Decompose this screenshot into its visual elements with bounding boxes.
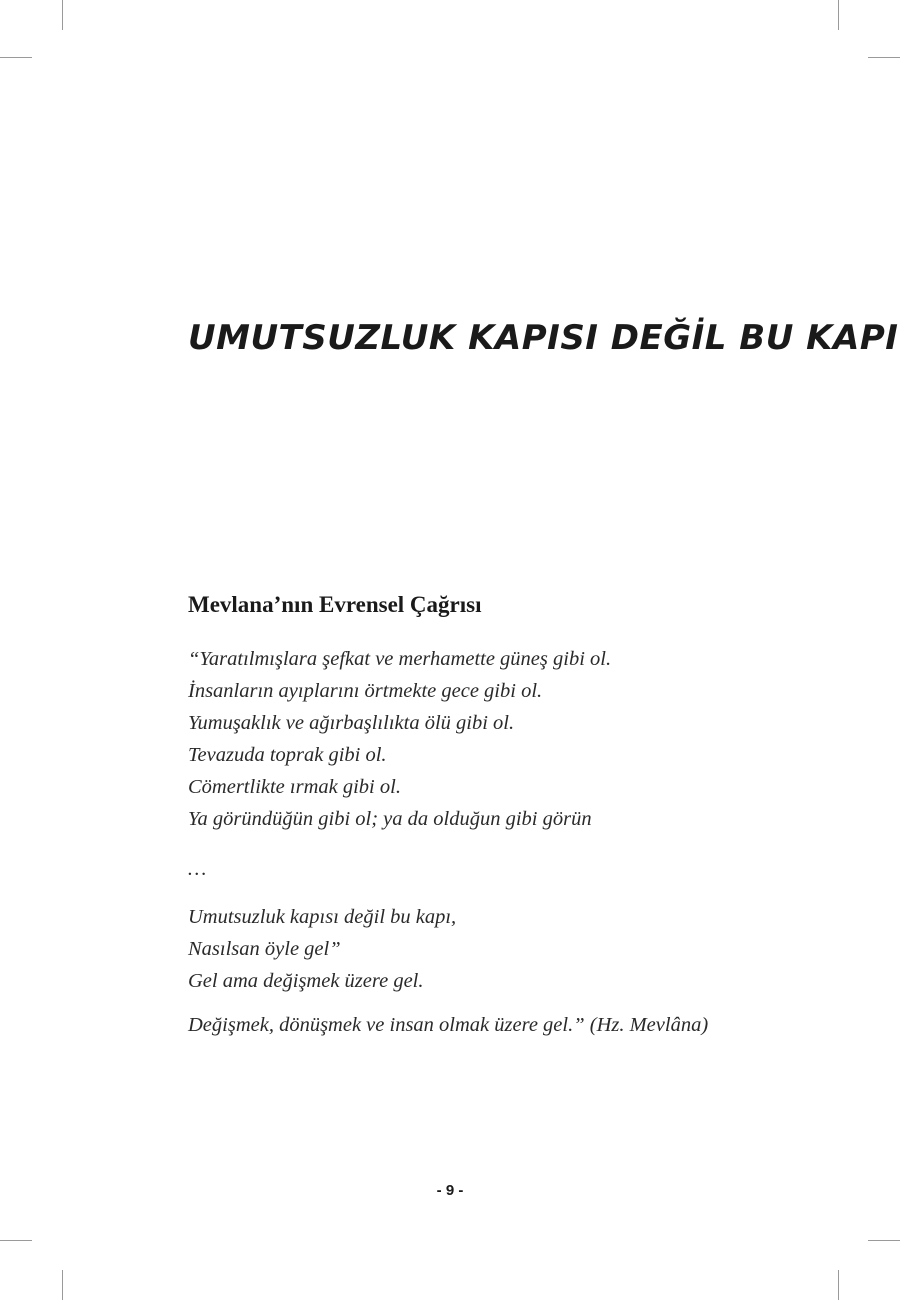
poem-closing-line: Değişmek, dönüşmek ve insan olmak üzere gel.” (Hz. Mevlâna) — [188, 1014, 709, 1036]
poem-line: Nasılsan öyle gel” — [188, 938, 341, 960]
poem-ellipsis: … — [188, 858, 207, 880]
crop-mark-bottom-right-horizontal — [868, 1240, 900, 1241]
poem-line: Tevazuda toprak gibi ol. — [188, 744, 387, 766]
poem-line: Ya göründüğün gibi ol; ya da olduğun gibi görün — [188, 808, 592, 830]
poem-line: Umutsuzluk kapısı değil bu kapı, — [188, 906, 457, 928]
crop-mark-bottom-right-vertical — [838, 1270, 839, 1300]
crop-mark-bottom-left-horizontal — [0, 1240, 32, 1241]
crop-mark-top-right-horizontal — [868, 57, 900, 58]
chapter-title: UMUTSUZLUK KAPISI DEĞİL BU KAPI — [188, 318, 899, 358]
poem-line: İnsanların ayıplarını örtmekte gece gibi ol. — [188, 680, 543, 702]
poem-line: “Yaratılmışlara şefkat ve merhamette güneş gibi ol. — [188, 648, 612, 670]
crop-mark-top-right-vertical — [838, 0, 839, 30]
crop-mark-top-left-horizontal — [0, 57, 32, 58]
poem-quote — [188, 643, 828, 1041]
crop-mark-bottom-left-vertical — [62, 1270, 63, 1300]
crop-mark-top-left-vertical — [62, 0, 63, 30]
poem-line: Cömertlikte ırmak gibi ol. — [188, 776, 401, 798]
page-number: - 9 - — [436, 1182, 464, 1199]
poem-line: Gel ama değişmek üzere gel. — [188, 970, 424, 992]
poem-line: Yumuşaklık ve ağırbaşlılıkta ölü gibi ol. — [188, 712, 515, 734]
section-heading: Mevlana’nın Evrensel Çağrısı — [188, 592, 482, 617]
